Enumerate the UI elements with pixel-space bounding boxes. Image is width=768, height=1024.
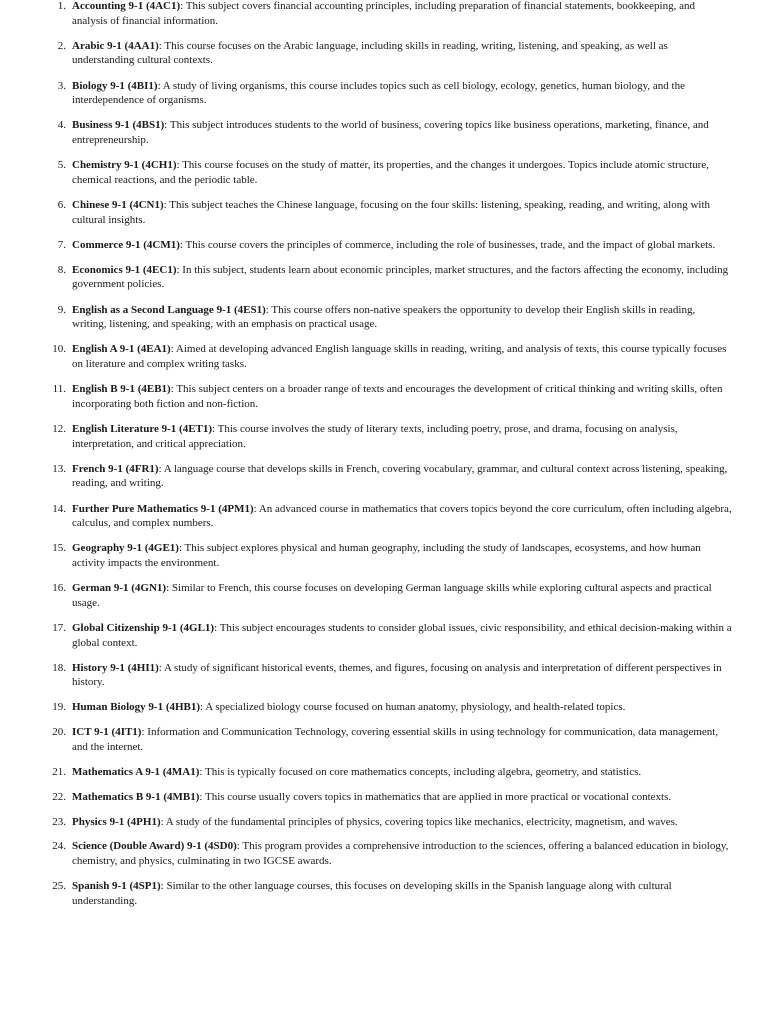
list-item xyxy=(0,839,768,868)
list-item xyxy=(0,422,768,451)
course-description: : This subject explores physical and human geography, including the study of landscapes, ecosystems, and how human activity impacts the environment. xyxy=(72,542,701,569)
course-name: Spanish 9-1 (4SP1) xyxy=(72,880,161,893)
course-description: : A study of the fundamental principles of physics, covering topics like mechanics, electricity, magnetism, and waves. xyxy=(160,815,678,828)
course-description: : This subject encourages students to consider global issues, civic responsibility, and ethical decision-making within a global context. xyxy=(72,621,732,649)
course-name: English as a Second Language 9-1 (4ES1) xyxy=(72,303,266,316)
course-name: Economics 9-1 (4EC1) xyxy=(72,263,177,276)
item-number: 20. xyxy=(52,726,66,739)
item-number: 15. xyxy=(52,542,66,555)
list-item xyxy=(0,502,768,531)
list-item xyxy=(0,581,768,610)
list-item xyxy=(0,342,768,371)
course-name: Physics 9-1 (4PH1) xyxy=(72,815,161,828)
course-name: Mathematics B 9-1 (4MB1) xyxy=(72,790,200,803)
list-item xyxy=(0,462,768,491)
course-description: : This subject introduces students to the world of business, covering topics like business operations, marketing, finance, and entrepreneurship. xyxy=(72,119,709,146)
course-description: : This course focuses on the Arabic language, including skills in reading, writing, listening, and speaking, as well as understanding cultural contexts. xyxy=(72,39,668,67)
item-number: 22. xyxy=(52,790,66,803)
list-item xyxy=(0,621,768,650)
course-name: English Literature 9-1 (4ET1) xyxy=(72,423,213,435)
course-description: : This course focuses on the study of matter, its properties, and the changes it undergoes. Topics include atomic structure, chemical reactions, and the periodic table. xyxy=(72,159,709,186)
course-description: : This is typically focused on core mathematics concepts, including algebra, geometry, and statistics. xyxy=(199,766,642,779)
course-description: : A study of significant historical events, themes, and figures, focusing on analysis and interpretation of different perspectives in history. xyxy=(72,661,722,689)
course-name: Chemistry 9-1 (4CH1) xyxy=(72,159,177,172)
course-description: : This subject teaches the Chinese language, focusing on the four skills: listening, speaking, reading, and writing, along with cultural insights. xyxy=(72,198,710,226)
course-description: : This course offers non-native speakers the opportunity to develop their English skills in reading, writing, listening, and speaking, with an emphasis on practical usage. xyxy=(72,303,696,331)
item-number: 21. xyxy=(52,766,66,779)
course-description: : This course involves the study of literary texts, including poetry, prose, and drama, focusing on analysis, interpretation, and critical appreciation. xyxy=(72,423,678,450)
course-name: Science (Double Award) 9-1 (4SD0) xyxy=(72,840,237,853)
list-item xyxy=(0,541,768,570)
list-item xyxy=(0,198,768,227)
course-name: Mathematics A 9-1 (4MA1) xyxy=(72,766,200,779)
course-description: : Aimed at developing advanced English language skills in reading, writing, and analysis of texts, this course typically focuses on literature and complex writing tasks. xyxy=(72,343,727,371)
item-number: 17. xyxy=(52,621,66,634)
course-name: Further Pure Mathematics 9-1 (4PM1) xyxy=(72,502,254,515)
course-name: Biology 9-1 (4BI1) xyxy=(72,79,158,92)
course-description: : Similar to French, this course focuses on developing German language skills while exploring cultural aspects and practical usage. xyxy=(72,582,712,609)
item-number: 5. xyxy=(57,159,66,172)
course-description: : This subject centers on a broader range of texts and encourages the development of critical thinking and writing skills, often incorporating both fiction and non-fiction. xyxy=(72,383,723,410)
item-number: 14. xyxy=(52,502,66,515)
list-item xyxy=(0,263,768,292)
item-number: 18. xyxy=(52,661,66,674)
course-name: Global Citizenship 9-1 (4GL1) xyxy=(72,621,215,634)
course-name: Commerce 9-1 (4CM1) xyxy=(72,238,180,251)
item-number: 11. xyxy=(52,383,66,396)
course-name: Accounting 9-1 (4AC1) xyxy=(72,0,181,12)
item-number: 24. xyxy=(52,840,66,853)
course-name: French 9-1 (4FR1) xyxy=(72,462,159,475)
item-number: 12. xyxy=(52,423,66,435)
course-description: : In this subject, students learn about economic principles, market structures, and the factors affecting the economy, including government policies. xyxy=(72,263,729,291)
item-number: 23. xyxy=(52,815,66,828)
list-item xyxy=(0,0,768,28)
course-name: English A 9-1 (4EA1) xyxy=(72,343,171,356)
item-number: 2. xyxy=(57,39,66,52)
course-description: : This course covers the principles of commerce, including the role of businesses, trade, and the impact of global markets. xyxy=(179,238,716,251)
list-item xyxy=(0,700,768,715)
item-number: 4. xyxy=(57,119,66,132)
course-description: : A language course that develops skills in French, covering vocabulary, grammar, and cultural context across listening, speaking, reading, and writing. xyxy=(72,462,728,490)
list-item xyxy=(0,382,768,411)
course-description: : This course usually covers topics in mathematics that are applied in more practical or vocational contexts. xyxy=(199,790,672,803)
item-number: 16. xyxy=(52,582,66,595)
list-item xyxy=(0,303,768,332)
course-name: Chinese 9-1 (4CN1) xyxy=(72,198,164,211)
course-description: : Information and Communication Technology, covering essential skills in using technology for communication, data management, and the internet. xyxy=(72,726,719,753)
course-name: Human Biology 9-1 (4HB1) xyxy=(72,701,201,714)
course-description: : Similar to the other language courses, this focuses on developing skills in the Spanish language along with cultural understanding. xyxy=(72,880,672,907)
item-number: 8. xyxy=(57,263,66,276)
list-item xyxy=(0,238,768,253)
course-description: : This program provides a comprehensive introduction to the sciences, offering a balanced education in biology, chemistry, and physics, culminating in two IGCSE awards. xyxy=(72,840,729,867)
item-number: 9. xyxy=(57,303,66,316)
course-name: Business 9-1 (4BS1) xyxy=(72,119,165,132)
item-number: 1. xyxy=(57,0,66,12)
course-name: English B 9-1 (4EB1) xyxy=(72,383,171,396)
item-number: 3. xyxy=(57,79,66,92)
list-item xyxy=(0,725,768,754)
course-description: : A study of living organisms, this course includes topics such as cell biology, ecology, genetics, human biology, and the interdependence of organisms. xyxy=(72,79,685,107)
list-item xyxy=(0,39,768,68)
course-description: : An advanced course in mathematics that covers topics beyond the core curriculum, often including algebra, calculus, and complex numbers. xyxy=(72,502,732,530)
course-name: ICT 9-1 (4IT1) xyxy=(72,726,142,739)
course-description: : This subject covers financial accounting principles, including preparation of financial statements, bookkeeping, and analysis of financial information. xyxy=(72,0,695,27)
course-description: : A specialized biology course focused on human anatomy, physiology, and health-related topics. xyxy=(200,701,626,714)
item-number: 25. xyxy=(52,880,66,893)
course-name: History 9-1 (4HI1) xyxy=(72,661,159,674)
item-number: 7. xyxy=(57,238,66,251)
list-item xyxy=(0,790,768,805)
item-number: 19. xyxy=(52,701,66,714)
list-item xyxy=(0,765,768,780)
course-name: Geography 9-1 (4GE1) xyxy=(72,542,179,555)
list-item xyxy=(0,118,768,147)
list-item xyxy=(0,158,768,187)
item-number: 6. xyxy=(57,198,66,211)
list-item xyxy=(0,661,768,690)
list-item xyxy=(0,879,768,908)
course-name: Arabic 9-1 (4AA1) xyxy=(72,39,159,52)
item-number: 10. xyxy=(52,343,66,356)
list-item xyxy=(0,79,768,108)
item-number: 13. xyxy=(52,462,66,475)
course-name: German 9-1 (4GN1) xyxy=(72,582,167,595)
list-item xyxy=(0,815,768,830)
